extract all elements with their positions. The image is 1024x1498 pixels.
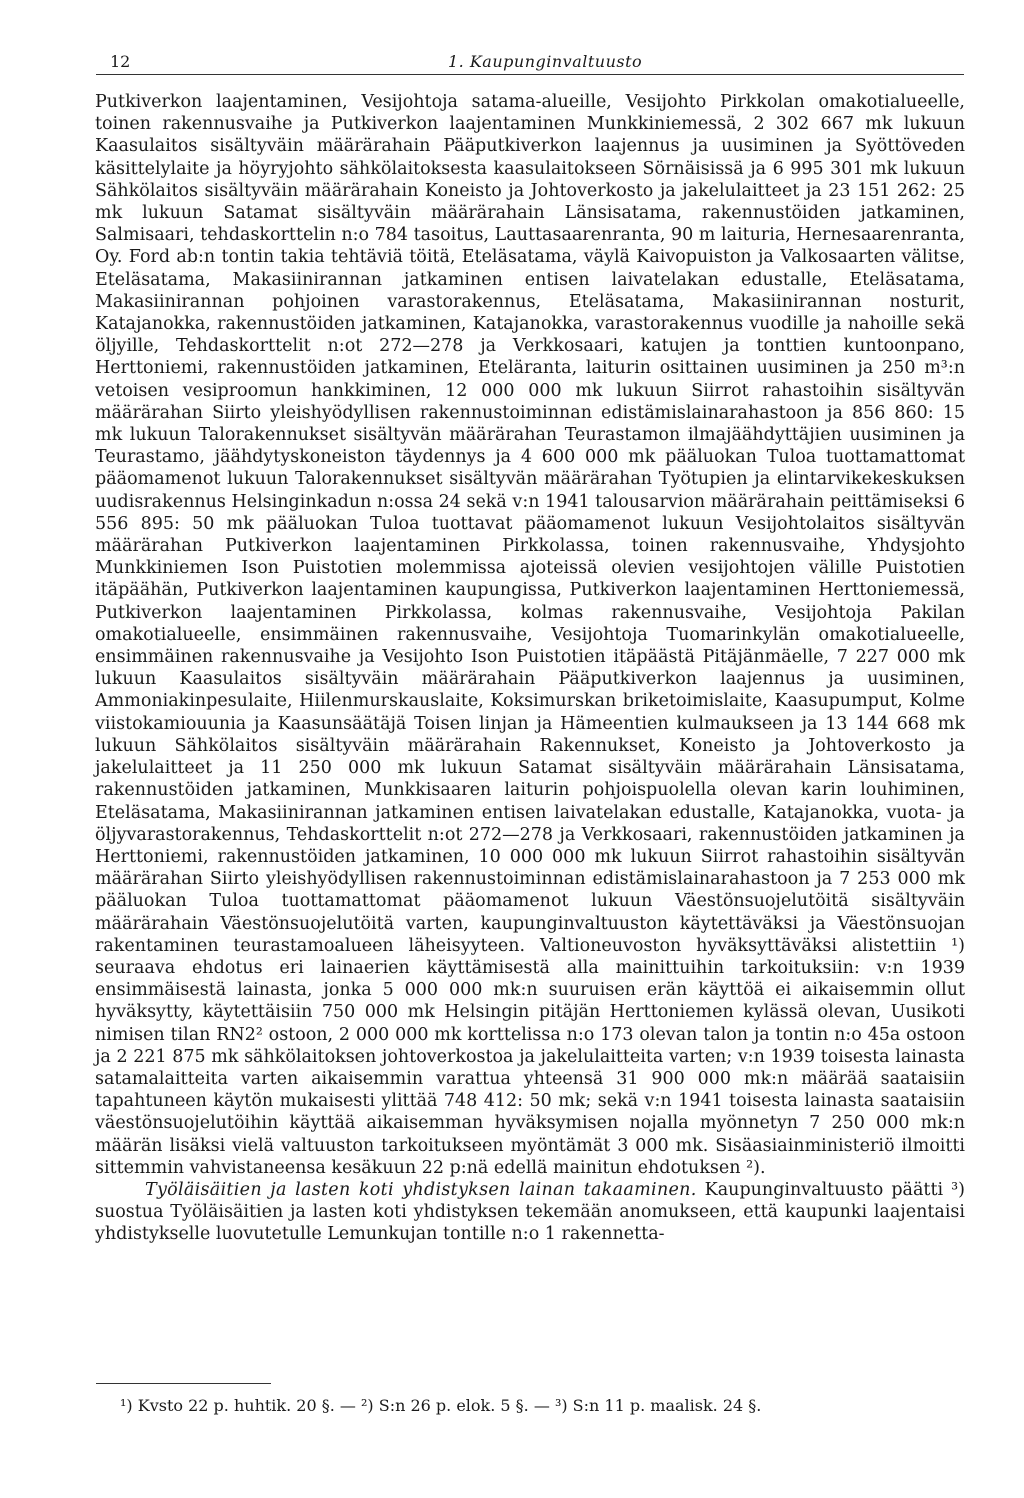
paragraph-text: Kaupunginvaltuusto päätti ³) suostua Työläisäitien ja lasten koti yhdistyksen tekemään anomukseen, että kaupunki laajentaisi yhdistykselle luovutetulle Lemunkujan tontille n:o 1 rakennetta- <box>95 1179 965 1245</box>
footnote-divider <box>96 1383 271 1384</box>
page-number: 12 <box>110 52 131 71</box>
paragraph <box>95 1179 965 1246</box>
section-heading: Työläisäitien ja lasten koti yhdistyksen lainan takaaminen. <box>145 1179 697 1200</box>
running-title: 1. Kaupunginvaltuusto <box>448 52 643 71</box>
page-header <box>96 50 964 75</box>
main-text <box>95 91 965 1246</box>
paragraph: Putkiverkon laajentaminen, Vesijohtoja satama-alueille, Vesijohto Pirkkolan omakotialueelle, toinen rakennusvaihe ja Putkiverkon laajentaminen Munkkiniemessä, 2 302 667 mk lukuun Kaasulaitos sisältyväin määrärahain Pääputkiverkon laajennus ja uusiminen ja Syöttöveden käsittelylaite ja höyryjohto sähkölaitoksesta kaasulaitokseen Sörnäisissä ja 6 995 301 mk lukuun Sähkölaitos sisältyväin määrärahain Koneisto ja Johtoverkosto ja jakelulaitteet ja 23 151 262: 25 mk lukuun Satamat sisältyväin määrärahain Länsisatama, rakennustöiden jatkaminen, Salmisaari, tehdaskorttelin n:o 784 tasoitus, Lauttasaarenranta, 90 m laituria, Hernesaarenranta, Oy. Ford ab:n tontin takia tehtäviä töitä, Eteläsatama, väylä Kaivopuiston ja Valkosaarten välitse, Eteläsatama, Makasiinirannan jatkaminen entisen laivatelakan edustalle, Eteläsatama, Makasiinirannan pohjoinen varastorakennus, Eteläsatama, Makasiinirannan nosturit, Katajanokka, rakennustöiden jatkaminen, Katajanokka, varastorakennus vuodille ja nahoille sekä öljyille, Tehdaskorttelit n:ot 272—278 ja Verkkosaari, katujen ja tonttien kuntoonpano, Herttoniemi, rakennustöiden jatkaminen, Eteläranta, laiturin osittainen uusiminen ja 250 m³:n vetoisen vesiproomun hankkiminen, 12 000 000 mk lukuun Siirrot rahastoihin sisältyvän määrärahan Siirto yleishyödyllisen rakennustoiminnan edistämislainarahastoon ja 856 860: 15 mk lukuun Talorakennukset sisältyvän määrärahan Teurastamon ilmajäähdyttäjien uusiminen ja Teurastamo, jäähdytyskoneiston täydennys ja 4 600 000 mk pääluokan Tuloa tuottamattomat pääomamenot lukuun Talorakennukset sisältyvän määrärahan Työtupien ja elintarvikekeskuksen uudisrakennus Helsinginkadun n:ossa 24 sekä v:n 1941 talousarvion määrärahain peittämiseksi 6 556 895: 50 mk pääluokan Tuloa tuottavat pääomamenot lukuun Vesijohtolaitos sisältyvän määrärahan Putkiverkon laajentaminen Pirkkolassa, toinen rakennusvaihe, Yhdysjohto Munkkiniemen Ison Puistotien molemmissa ajoteissä olevien vesijohtojen välille Puistotien itäpäähän, Putkiverkon laajentaminen kaupungissa, Putkiverkon laajentaminen Herttoniemessä, Putkiverkon laajentaminen Pirkkolassa, kolmas rakennusvaihe, Vesijohtoja Pakilan omakotialueelle, ensimmäinen rakennusvaihe, Vesijohtoja Tuomarinkylän omakotialueelle, ensimmäinen rakennusvaihe ja Vesijohto Ison Puistotien itäpäästä Pitäjänmäelle, 7 227 000 mk lukuun Kaasulaitos sisältyväin määrärahain Pääputkiverkon laajennus ja uusiminen, Ammoniakinpesulaite, Hiilenmurskauslaite, Koksimurskan briketoimislaite, Kaasupumput, Kolme viistokamiouunia ja Kaasunsäätäjä Toisen linjan ja Hämeentien kulmaukseen ja 13 144 668 mk lukuun Sähkölaitos sisältyväin määrärahain Rakennukset, Koneisto ja Johtoverkosto ja jakelulaitteet ja 11 250 000 mk lukuun Satamat sisältyväin määrärahain Länsisatama, rakennustöiden jatkaminen, Munkkisaaren laiturin pohjoispuolella olevan karin louhiminen, Eteläsatama, Makasiinirannan jatkaminen entisen laivatelakan edustalle, Katajanokka, vuota- ja öljyvarastorakennus, Tehdaskorttelit n:ot 272—278 ja Verkkosaari, rakennustöiden jatkaminen ja Herttoniemi, rakennustöiden jatkaminen, 10 000 000 mk lukuun Siirrot rahastoihin sisältyvän määrärahan Siirto yleishyödyllisen rakennustoiminnan edistämislainarahastoon ja 7 253 000 mk pääluokan Tuloa tuottamattomat pääomamenot lukuun Väestönsuojelutöitä sisältyväin määrärahain Väestönsuojelutöitä varten, kaupunginvaltuuston käytettäväksi ja Väestönsuojan rakentaminen teurastamoalueen läheisyyteen. Valtioneuvoston hyväksyttäväksi alistettiin ¹) seuraava ehdotus eri lainaerien käyttämisestä alla mainittuihin tarkoituksiin: v:n 1939 ensimmäisestä lainasta, jonka 5 000 000 mk:n suuruisen erän käyttöä ei aikaisemmin ollut hyväksytty, käytettäisiin 750 000 mk Helsingin pitäjän Herttoniemen kylässä olevan, Uusikoti nimisen tilan RN2² ostoon, 2 000 000 mk korttelissa n:o 173 olevan talon ja tontin n:o 45a ostoon ja 2 221 875 mk sähkölaitoksen johtoverkostoa ja jakelulaitteita varten; v:n 1939 toisesta lainasta satamalaitteita varten aikaisemmin varattua yhteensä 31 900 000 mk:n määrää saataisiin tapahtuneen käytön mukaisesti ylittää 748 412: 50 mk; sekä v:n 1941 toisesta lainasta saataisiin väestönsuojelutöihin käyttää aikaisemman hyväksymisen nojalla myönnetyn 7 250 000 mk:n määrän lisäksi vielä valtuuston tarkoitukseen myöntämät 3 000 mk. Sisäasiainministeriö ilmoitti sittemmin vahvistaneensa kesäkuun 22 p:nä edellä mainitun ehdotuksen ²). <box>95 92 965 1178</box>
footnotes: ¹) Kvsto 22 p. huhtik. 20 §. — ²) S:n 26 p. elok. 5 §. — ³) S:n 11 p. maalisk. 24 §. <box>120 1396 762 1415</box>
